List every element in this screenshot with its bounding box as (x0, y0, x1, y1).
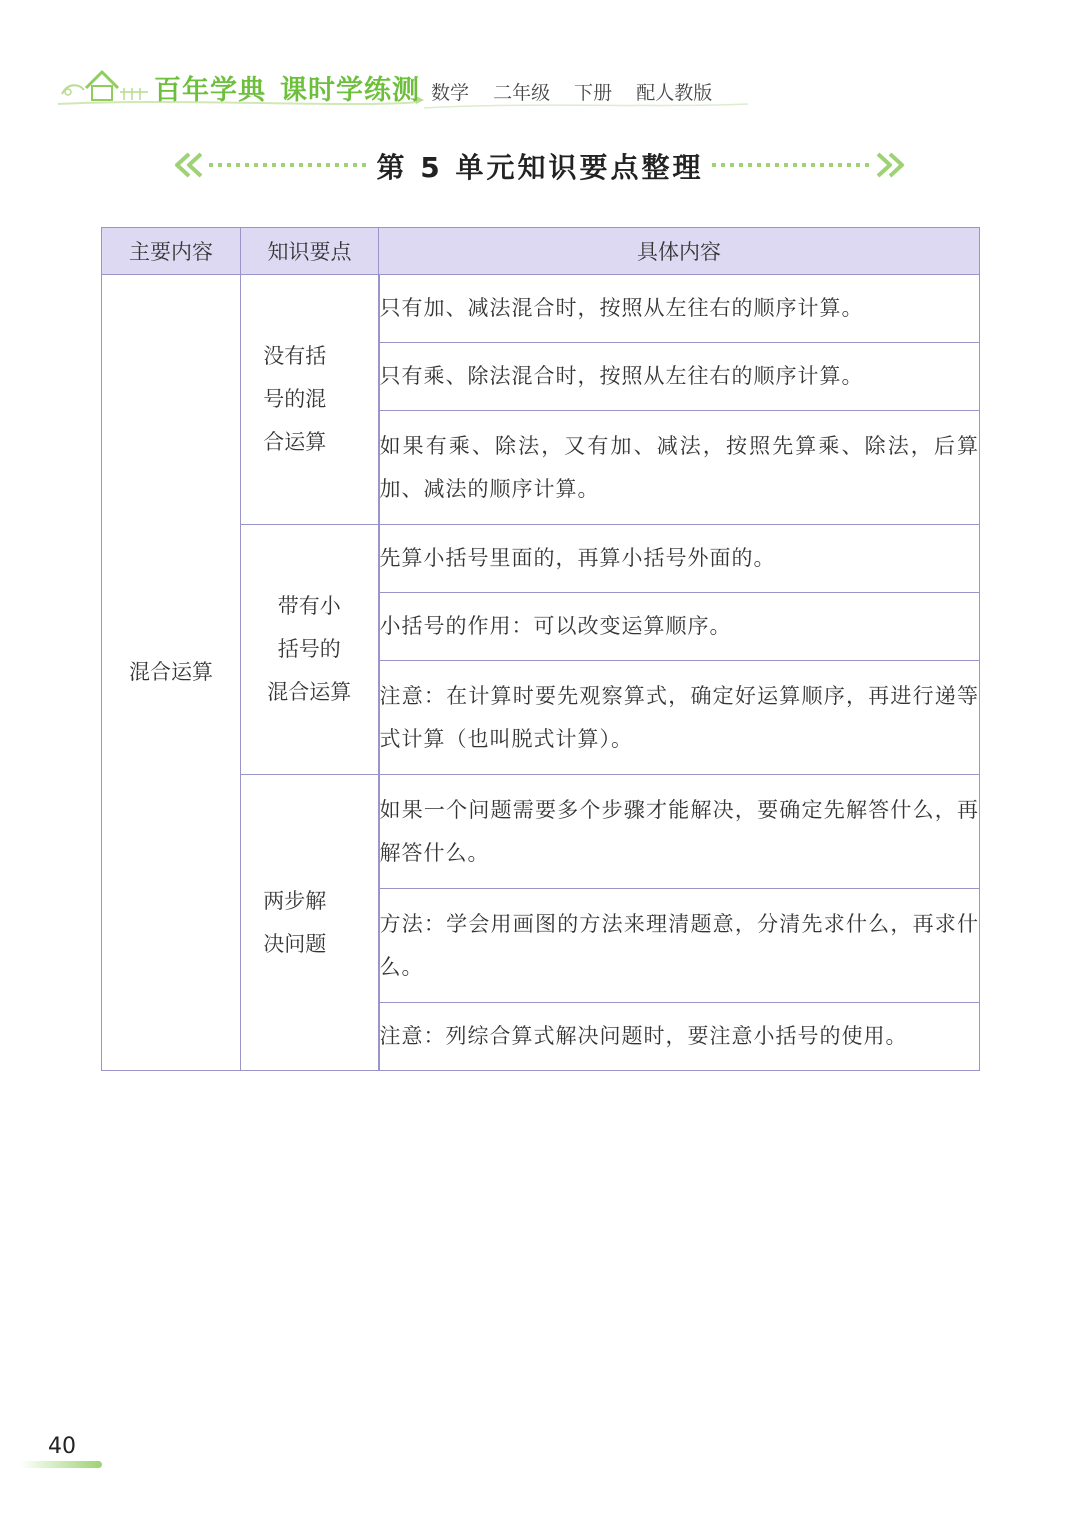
page-header (58, 62, 758, 112)
header-knowledge-point: 知识要点 (241, 228, 379, 275)
header-main-content: 主要内容 (102, 228, 241, 275)
knowledge-point-line: 两步解 (263, 888, 327, 913)
knowledge-point (263, 880, 355, 966)
knowledge-point-line: 没有括 (263, 344, 327, 368)
brand-name: 百年学典 (154, 75, 266, 106)
detail-cell: 只有加、减法混合时，按照从左往右的顺序计算。 (379, 275, 980, 343)
detail-cell: 只有乘、除法混合时，按照从左往右的顺序计算。 (379, 343, 980, 411)
footer-bar (20, 1461, 102, 1468)
knowledge-point-line: 混合运算 (267, 680, 352, 704)
detail-cell: 注意：在计算时要先观察算式，确定好运算顺序，再进行递等式计算（也叫脱式计算）。 (379, 661, 980, 775)
knowledge-point-cell (241, 275, 379, 525)
section-title: 第 5 单元知识要点整理 (376, 151, 704, 184)
table-row (102, 275, 980, 343)
edition: 配人教版 (636, 82, 713, 104)
grade: 二年级 (493, 82, 551, 104)
detail-cell: 注意：列综合算式解决问题时，要注意小括号的使用。 (379, 1003, 980, 1071)
brand-title (154, 68, 420, 107)
subject: 数学 (431, 82, 470, 104)
detail-cell: 先算小括号里面的，再算小括号外面的。 (379, 525, 980, 593)
detail-cell: 方法：学会用画图的方法来理清题意，分清先求什么，再求什么。 (379, 889, 980, 1003)
detail-cell: 如果有乘、除法，又有加、减法，按照先算乘、除法，后算加、减法的顺序计算。 (379, 411, 980, 525)
detail-cell: 小括号的作用：可以改变运算顺序。 (379, 593, 980, 661)
knowledge-point (263, 335, 355, 464)
knowledge-point-line: 合运算 (263, 430, 327, 454)
header-detail-content: 具体内容 (379, 228, 980, 275)
book-info (431, 78, 730, 105)
main-topic: 混合运算 (129, 660, 213, 684)
page-number: 40 (48, 1434, 76, 1459)
knowledge-point (261, 585, 357, 714)
series-name: 课时学练测 (280, 75, 420, 106)
table-header-row (102, 228, 980, 275)
volume: 下册 (574, 82, 613, 104)
section-title-row (175, 140, 905, 190)
knowledge-point-line: 号的混 (263, 387, 327, 411)
knowledge-point-cell (241, 775, 379, 1071)
double-chevron-right-icon (710, 150, 905, 180)
detail-cell: 如果一个问题需要多个步骤才能解决，要确定先解答什么，再解答什么。 (379, 775, 980, 889)
knowledge-point-cell (241, 525, 379, 775)
knowledge-point-line: 括号的 (277, 637, 341, 661)
knowledge-point-line: 带有小 (277, 594, 341, 618)
knowledge-point-line: 决问题 (263, 931, 327, 956)
knowledge-table (101, 227, 980, 1071)
main-topic-cell (102, 275, 241, 1071)
